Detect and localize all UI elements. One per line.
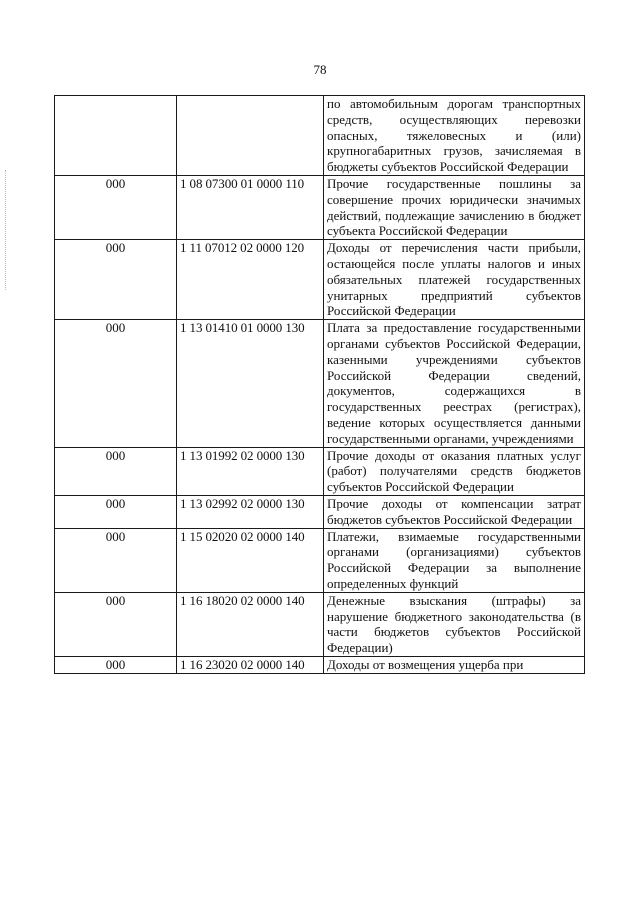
page-number: 78 [313, 62, 327, 77]
budget-code-cell: 1 15 02020 02 0000 140 [177, 528, 324, 592]
admin-code-cell: 000 [55, 656, 177, 673]
table-row [55, 528, 585, 592]
admin-code-cell: 000 [55, 495, 177, 528]
table-row [55, 96, 585, 176]
table-row [55, 447, 585, 495]
table-row [55, 495, 585, 528]
budget-code-cell: 1 16 18020 02 0000 140 [177, 592, 324, 656]
revenue-name-cell: Прочие государственные пошлины за совершение прочих юридически значимых действий, подлежащие зачислению в бюджет субъекта Российской Федерации [324, 175, 585, 239]
admin-code-cell: 000 [55, 528, 177, 592]
table-row [55, 656, 585, 673]
budget-code-cell: 1 13 01410 01 0000 130 [177, 320, 324, 447]
admin-code-cell: 000 [55, 175, 177, 239]
table-row [55, 592, 585, 656]
table-row [55, 240, 585, 320]
revenue-name-cell: Прочие доходы от оказания платных услуг (работ) получателями средств бюджетов субъектов Российской Федерации [324, 447, 585, 495]
scan-margin-marks [5, 170, 8, 290]
revenue-name-cell: Доходы от возмещения ущерба при [324, 656, 585, 673]
table-row [55, 320, 585, 447]
admin-code-cell: 000 [55, 320, 177, 447]
budget-code-cell: 1 11 07012 02 0000 120 [177, 240, 324, 320]
revenue-name-cell: по автомобильным дорогам транспортных средств, осуществляющих перевозки опасных, тяжеловесных и (или) крупногабаритных грузов, зачисляемая в бюджеты субъектов Российской Федерации [324, 96, 585, 176]
revenue-name-cell: Доходы от перечисления части прибыли, остающейся после уплаты налогов и иных обязательных платежей государственных унитарных предприятий субъектов Российской Федерации [324, 240, 585, 320]
admin-code-cell: 000 [55, 447, 177, 495]
budget-code-cell: 1 16 23020 02 0000 140 [177, 656, 324, 673]
revenue-name-cell: Денежные взыскания (штрафы) за нарушение бюджетного законодательства (в части бюджетов субъектов Российской Федерации) [324, 592, 585, 656]
budget-code-cell [177, 96, 324, 176]
revenue-name-cell: Плата за предоставление государственными органами субъектов Российской Федерации, казенными учреждениями субъектов Российской Федерации сведений, документов, содержащихся в государственных реестрах (регистрах), ведение которых осуществляется данными государственными органами, учреждениями [324, 320, 585, 447]
revenue-codes-table [54, 95, 585, 674]
revenue-name-cell: Платежи, взимаемые государственными органами (организациями) субъектов Российской Федерации за выполнение определенных функций [324, 528, 585, 592]
admin-code-cell: 000 [55, 592, 177, 656]
budget-code-cell: 1 13 01992 02 0000 130 [177, 447, 324, 495]
admin-code-cell: 000 [55, 240, 177, 320]
admin-code-cell [55, 96, 177, 176]
budget-code-cell: 1 08 07300 01 0000 110 [177, 175, 324, 239]
budget-code-cell: 1 13 02992 02 0000 130 [177, 495, 324, 528]
revenue-name-cell: Прочие доходы от компенсации затрат бюджетов субъектов Российской Федерации [324, 495, 585, 528]
table-row [55, 175, 585, 239]
